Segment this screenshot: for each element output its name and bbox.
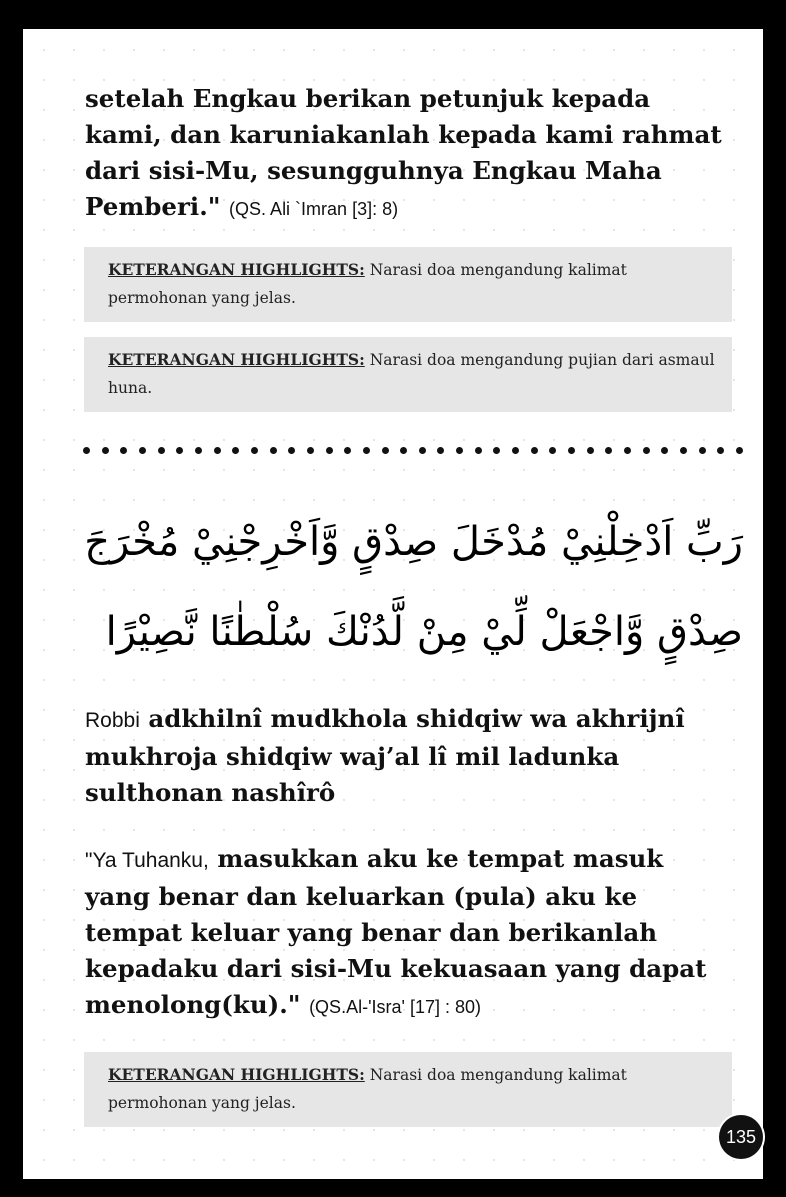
divider-dot: [120, 447, 127, 454]
divider-dot: [643, 447, 650, 454]
divider-dot: [158, 447, 165, 454]
divider-dot: [176, 447, 183, 454]
note-label: KETERANGAN HIGHLIGHTS:: [108, 1065, 365, 1084]
divider-dot: [363, 447, 370, 454]
divider-dot: [475, 447, 482, 454]
verse-1-text: setelah Engkau berikan petunjuk kepada kami, dan karuniakanlah kepada kami rahmat dari sisi-Mu, sesungguhnya Engkau Maha Pemberi.": [85, 84, 722, 221]
verse-2-reference: (QS.Al-'Isra' [17] : 80): [309, 997, 481, 1017]
divider-dot: [344, 447, 351, 454]
arabic-line-1: رَبِّ اَدْخِلْنِيْ مُدْخَلَ صِدْقٍ وَّاَخْرِجْنِيْ مُخْرَجَ: [84, 519, 743, 565]
page-number: 135: [725, 1126, 757, 1147]
divider-dot: [195, 447, 202, 454]
divider-dot: [83, 447, 90, 454]
divider-dot: [251, 447, 258, 454]
divider-dot: [400, 447, 407, 454]
divider-dot: [270, 447, 277, 454]
book-page: [23, 29, 763, 1179]
page-number-badge: [719, 1115, 763, 1159]
divider-dot: [680, 447, 687, 454]
divider-dot: [699, 447, 706, 454]
note-text: Narasi doa mengandung pujian dari asmaul huna.: [108, 351, 715, 397]
verse-translation-2: [85, 841, 725, 1025]
divider-dot: [214, 447, 221, 454]
verse-translation-1: [85, 81, 725, 227]
note-label: KETERANGAN HIGHLIGHTS:: [108, 350, 365, 369]
divider-dot: [326, 447, 333, 454]
highlight-note-1: [84, 247, 732, 322]
divider-dot: [736, 447, 743, 454]
divider-dot: [605, 447, 612, 454]
highlight-note-2: [84, 337, 732, 412]
note-text: Narasi doa mengandung kalimat permohonan yang jelas.: [108, 261, 627, 307]
divider-dot: [419, 447, 426, 454]
arabic-line-2: صِدْقٍ وَّاجْعَلْ لِّيْ مِنْ لَّدُنْكَ سُلْطٰنًا نَّصِيْرًا: [105, 609, 743, 655]
verse-1-reference: (QS. Ali `Imran [3]: 8): [229, 199, 399, 219]
divider-dot: [288, 447, 295, 454]
divider-dot: [139, 447, 146, 454]
transliteration-text: adkhilnî mudkhola shidqiw wa akhrijnî mukhroja shidqiw waj’al lî mil ladunka sulthonan nashîrô: [85, 704, 685, 807]
divider-dot: [549, 447, 556, 454]
divider-dot: [456, 447, 463, 454]
arabic-verse: [83, 497, 743, 677]
divider-dot: [512, 447, 519, 454]
divider-dot: [437, 447, 444, 454]
highlight-note-3: [84, 1052, 732, 1127]
dotted-divider: [83, 442, 743, 458]
divider-dot: [531, 447, 538, 454]
divider-dot: [102, 447, 109, 454]
verse-2-lead: "Ya Tuhanku,: [85, 849, 209, 872]
divider-dot: [382, 447, 389, 454]
divider-dot: [587, 447, 594, 454]
transliteration-lead: Robbi: [85, 709, 140, 732]
divider-dot: [307, 447, 314, 454]
divider-dot: [661, 447, 668, 454]
divider-dot: [624, 447, 631, 454]
note-text: Narasi doa mengandung kalimat permohonan yang jelas.: [108, 1066, 627, 1112]
divider-dot: [568, 447, 575, 454]
note-label: KETERANGAN HIGHLIGHTS:: [108, 260, 365, 279]
divider-dot: [493, 447, 500, 454]
verse-2-text: masukkan aku ke tempat masuk yang benar dan keluarkan (pula) aku ke tempat keluar yang benar dan berikanlah kepadaku dari sisi-Mu kekuasaan yang dapat menolong(ku).": [85, 844, 707, 1019]
divider-dot: [717, 447, 724, 454]
divider-dot: [232, 447, 239, 454]
transliteration: [85, 701, 725, 811]
